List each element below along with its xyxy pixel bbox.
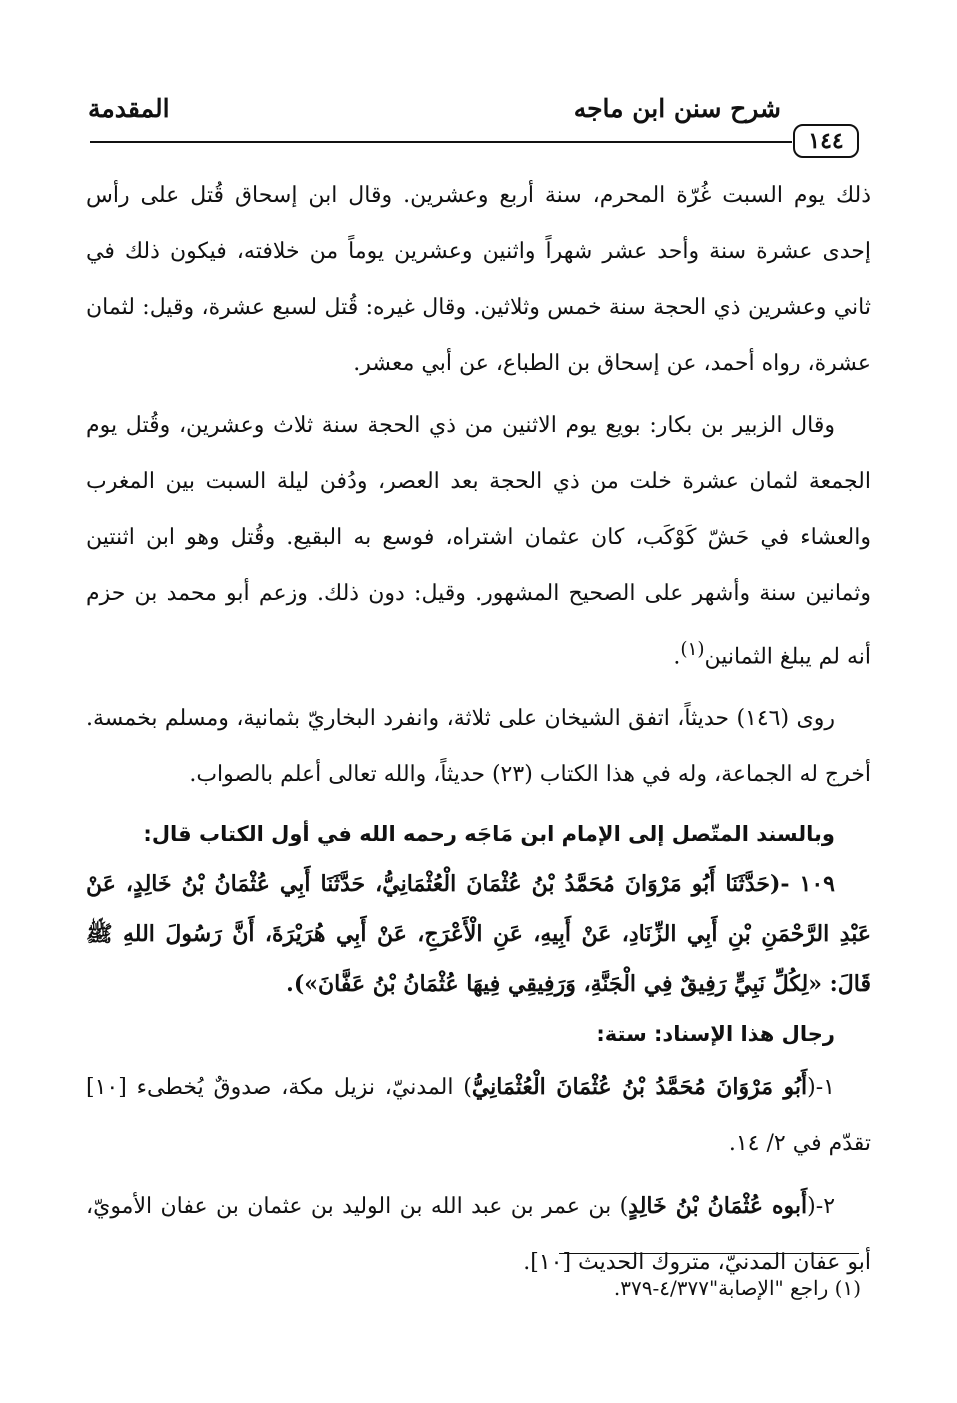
narrator-2-prefix: ٢-( — [807, 1194, 836, 1220]
footnote-rule — [559, 1253, 859, 1254]
narrator-2 — [86, 1178, 871, 1291]
section-title: المقدمة — [88, 94, 170, 123]
rijal-heading: رجال هذا الإسناد: ستة: — [596, 1022, 835, 1047]
paragraph-3: روى (١٤٦) حديثاً، اتفق الشيخان على ثلاثة، وانفرد البخاريّ بثمانية، ومسلم بخمسة. أخرج له الجماعة، وله في هذا الكتاب (٢٣) حديثاً، والله تعالى أعلم بالصواب. — [86, 706, 871, 788]
paragraph-2-end: . — [673, 644, 681, 670]
hadith-109: ١٠٩ -(حَدَّثَنَا أَبُو مَرْوَانَ مُحَمَّدُ بْنُ عُثْمَانَ الْعُثْمَانِيُّ، حَدَّثَنَا أَبِي عُثْمَانُ بْنُ خَالِدٍ، عَنْ عَبْدِ الرَّحْمَنِ بْنِ أَبِي الزِّنَادِ، عَنْ أَبِيهِ، عَنِ الْأَعْرَجِ، عَنْ أَبِي هُرَيْرَةَ، أَنَّ رَسُولَ اللهِ ﷺ قَالَ: «لِكُلِّ نَبِيٍّ رَفِيقٌ فِي الْجَنَّةِ، وَرَفِيقِي فِيهَا عُثْمَانُ بْنُ عَفَّانَ»). — [86, 871, 871, 998]
footnote-ref[interactable]: (١) — [680, 639, 705, 660]
book-title: شرح سنن ابن ماجه — [573, 94, 781, 123]
narrator-2-details: ) بن عمر بن عبد الله بن الوليد بن عثمان بن عفان الأمويّ، أبو عفان المدنيّ، متروك الحديث [١٠]. — [86, 1194, 871, 1276]
narrator-1-details: ) المدنيّ، نزيل مكة، صدوقٌ يُخطىء [١٠] تقدّم في ٢/ ١٤. — [86, 1075, 871, 1157]
narrator-1-name: أَبُو مَرْوَانَ مُحَمَّدُ بْنُ عُثْمَانَ الْعُثْمَانِيُّ — [471, 1074, 808, 1101]
page-number: ١٤٤ — [793, 124, 859, 158]
page-header — [88, 92, 881, 132]
narrator-2-name: أَبوه عُثْمَانُ بْنُ خَالِدٍ — [628, 1193, 808, 1220]
page-body — [86, 168, 871, 1291]
narrator-1-prefix: ١-( — [807, 1075, 835, 1101]
paragraph-1: ذلك يوم السبت غُرّة المحرم، سنة أربع وعشرين. وقال ابن إسحاق قُتل على رأس إحدى عشرة سنة وأحد عشر شهراً واثنين وعشرين يوماً من خلافته، فيكون ذلك في ثاني وعشرين ذي الحجة سنة خمس وثلاثين. وقال غيره: قُتل لسبع عشرة، وقيل: لثمان عشرة، رواه أحمد، عن إسحاق بن الطباع، عن أبي معشر. — [86, 183, 871, 376]
footnote-1: (١) راجع "الإصابة"٤/٣٧٧-٣٧٩. — [613, 1276, 861, 1300]
sanad-heading: وبالسند المتّصل إلى الإمام ابن مَاجَه رحمه الله في أول الكتاب قال: — [143, 822, 835, 847]
header-rule — [90, 141, 792, 143]
paragraph-2-text: وقال الزبير بن بكار: بويع يوم الاثنين من ذي الحجة سنة ثلاث وعشرين، وقُتل يوم الجمعة لثمان عشرة خلت من ذي الحجة بعد العصر، ودُفن ليلة السبت بين المغرب والعشاء في حَشّ كَوْكَب، كان عثمان اشتراه، فوسع به البقيع. وقُتل وهو ابن اثنتين وثمانين سنة وأشهر على الصحيح المشهور. وقيل: دون ذلك. وزعم أبو محمد بن حزم أنه لم يبلغ الثمانين — [86, 413, 872, 670]
narrator-1 — [86, 1059, 871, 1172]
paragraph-2 — [86, 398, 871, 685]
